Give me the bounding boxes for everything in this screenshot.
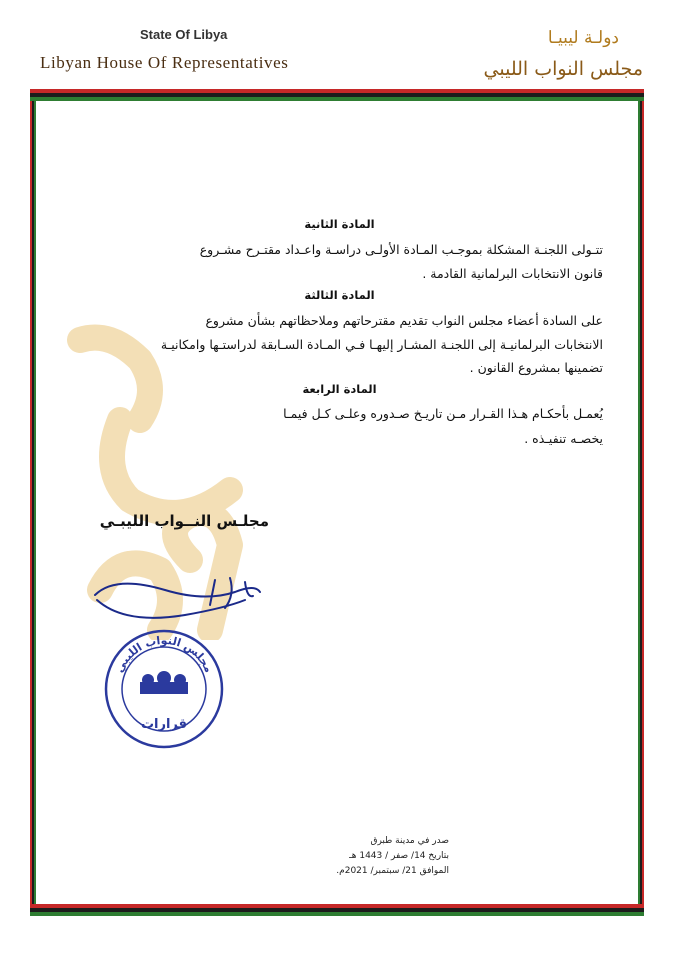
- stamp-label: قرارات: [140, 717, 188, 732]
- signature-icon: [85, 570, 270, 630]
- article-4-heading: المادة الرابعة: [302, 382, 377, 396]
- article-4-line-1: يُعمـل بأحكـام هـذا القـرار مـن تاريـخ صـدوره وعلـى كـل فيمـا: [283, 406, 603, 421]
- official-stamp-icon: [103, 628, 225, 750]
- state-name-en: State Of Libya: [140, 27, 228, 42]
- article-4-line-2: يخصـه تنفيـذه .: [524, 431, 603, 446]
- top-flag-border: [30, 89, 644, 101]
- article-3-heading: المادة الثالثة: [304, 288, 375, 302]
- house-name-ar: مجلس النواب الليبي: [483, 58, 643, 80]
- bottom-flag-border: [30, 904, 644, 917]
- article-2-line-1: تتـولى اللجنـة المشكلة بموجـب المـادة الأولـى دراسـة واعـداد مقتـرح مشـروع: [199, 242, 603, 257]
- article-2-heading: المادة الثانية: [304, 217, 375, 231]
- issued-date-gregorian: الموافق 21/ سبتمبر/ 2021م.: [336, 866, 449, 876]
- stamp-arc-text: مجلس النواب الليبي: [112, 633, 216, 675]
- article-3-line-1: على السادة أعضاء مجلس النواب تقديم مقترحاتهم وملاحظاتهم بشأن مشروع: [205, 313, 603, 328]
- house-name-en: Libyan House Of Representatives: [40, 53, 289, 72]
- issued-date-hijri: بتاريخ 14/ صفر / 1443 هـ: [349, 851, 449, 861]
- issued-place: صدر في مدينة طبرق: [370, 836, 449, 846]
- institution-signature-title: مجلـس النــواب الليبـي: [99, 512, 269, 530]
- article-2-line-2: قانون الانتخابات البرلمانية القادمة .: [422, 266, 603, 281]
- article-3-line-3: تضمينها بمشروع القانون .: [469, 360, 603, 375]
- article-3-line-2: الانتخابات البرلمانيـة إلى اللجنـة المشـار إليهـا فـي المـادة السـابقة لدراستـها وامكانيـة: [160, 337, 603, 352]
- state-name-ar: دولـة ليبيـا: [547, 28, 619, 48]
